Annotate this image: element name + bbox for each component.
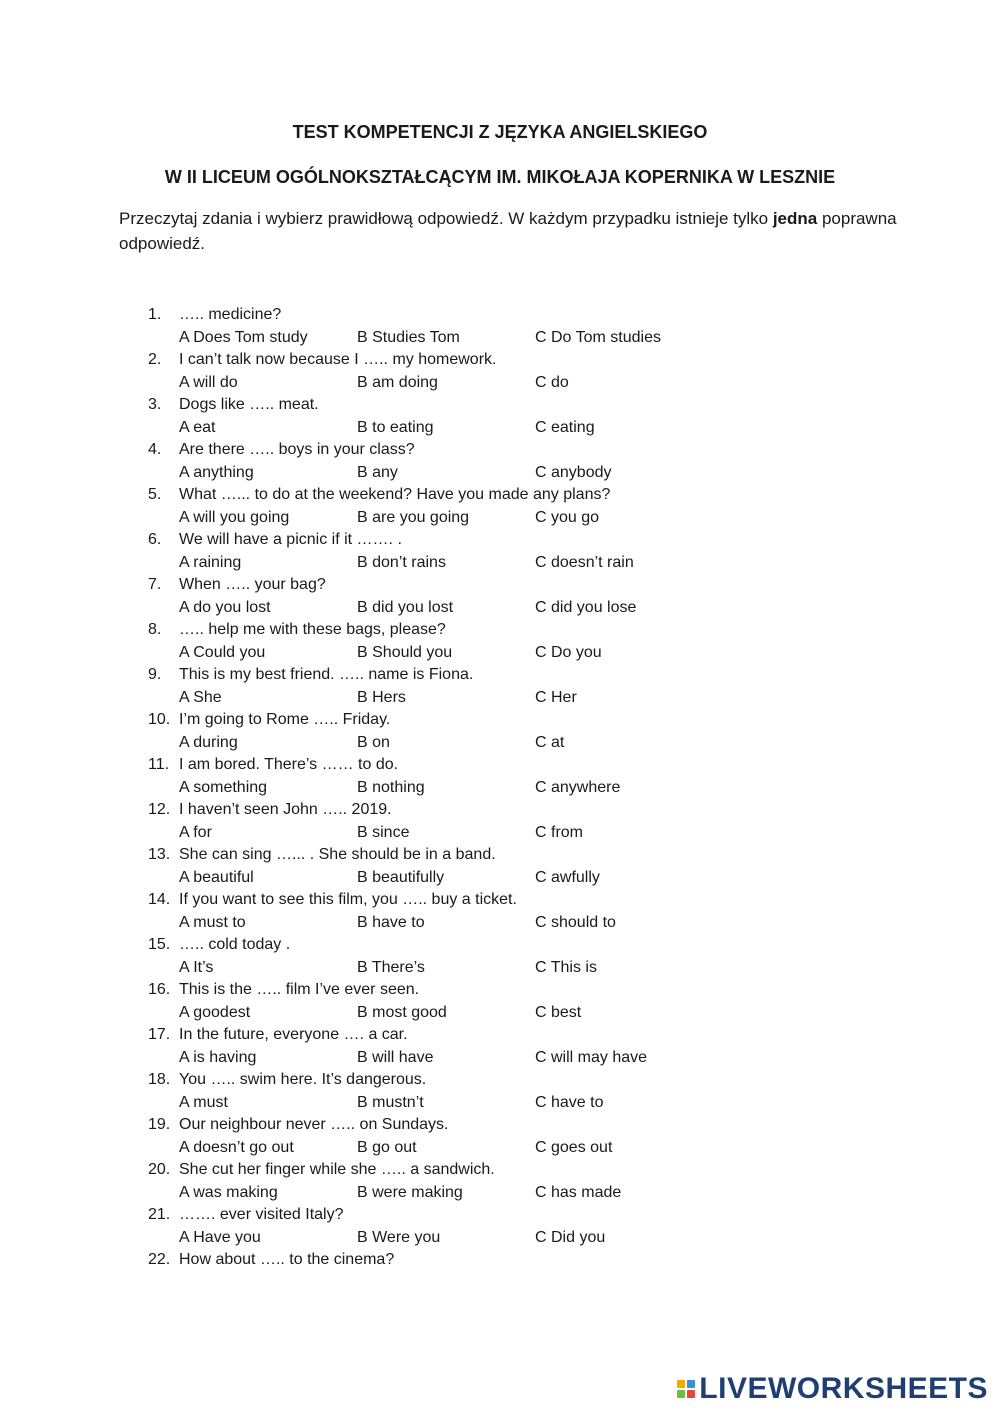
answer-option-b[interactable]: B are you going: [357, 508, 470, 526]
answer-option-b[interactable]: B There’s: [357, 958, 425, 976]
question-line: [148, 349, 748, 372]
answer-option-b[interactable]: B am doing: [357, 373, 438, 391]
answer-option-b[interactable]: B will have: [357, 1048, 434, 1066]
answer-option-c[interactable]: C doesn’t rain: [535, 553, 634, 571]
answer-option-a[interactable]: A something: [179, 778, 268, 796]
liveworksheets-logo-icon: [677, 1380, 695, 1398]
question-line: [148, 439, 748, 462]
question-item: [148, 754, 748, 799]
question-item: [148, 574, 748, 619]
question-item: [148, 439, 748, 484]
answer-options: [148, 1227, 748, 1250]
answer-option-a[interactable]: A anything: [179, 463, 254, 481]
question-line: [148, 1069, 748, 1092]
question-number: 9.: [148, 666, 162, 683]
question-number: 18.: [148, 1071, 171, 1088]
page-title: TEST KOMPETENCJI Z JĘZYKA ANGIELSKIEGO: [292, 122, 708, 142]
answer-option-c[interactable]: C goes out: [535, 1138, 613, 1156]
answer-options: [148, 597, 748, 620]
logo-square: [687, 1380, 695, 1388]
instructions-text: Przeczytaj zdania i wybierz prawidłową odpowiedź. W każdym przypadku istnieje tylko: [119, 209, 773, 228]
question-number: 20.: [148, 1161, 171, 1178]
question-item: [148, 709, 748, 754]
answer-option-c[interactable]: C eating: [535, 418, 595, 436]
logo-square: [687, 1390, 695, 1398]
question-number: 19.: [148, 1116, 171, 1133]
answer-option-a[interactable]: A Does Tom study: [179, 328, 308, 346]
answer-options: [148, 957, 748, 980]
question-text: ….. cold today .: [179, 936, 291, 953]
question-text: When ….. your bag?: [179, 576, 326, 593]
question-item: [148, 844, 748, 889]
answer-option-c[interactable]: C at: [535, 733, 565, 751]
answer-options: [148, 687, 748, 710]
answer-option-b[interactable]: B Studies Tom: [357, 328, 460, 346]
question-item: [148, 394, 748, 439]
answer-option-c[interactable]: C should to: [535, 913, 616, 931]
question-item: [148, 1069, 748, 1114]
question-number: 5.: [148, 486, 162, 503]
answer-options: [148, 777, 748, 800]
question-number: 11.: [148, 756, 170, 773]
answer-options: [148, 732, 748, 755]
question-text: This is the ….. film I’ve ever seen.: [179, 981, 420, 998]
question-item: [148, 1249, 748, 1272]
question-line: [148, 1159, 748, 1182]
question-number: 12.: [148, 801, 171, 818]
instructions: [119, 206, 899, 256]
question-text: You ….. swim here. It’s dangerous.: [179, 1071, 427, 1088]
answer-option-b[interactable]: B any: [357, 463, 398, 481]
answer-option-a[interactable]: A eat: [179, 418, 216, 436]
answer-option-a[interactable]: A during: [179, 733, 238, 751]
answer-option-c[interactable]: C has made: [535, 1183, 622, 1201]
question-number: 17.: [148, 1026, 171, 1043]
question-number: 13.: [148, 846, 171, 863]
question-text: ……. ever visited Italy?: [179, 1206, 344, 1223]
question-item: [148, 664, 748, 709]
question-line: [148, 574, 748, 597]
answer-option-b[interactable]: B nothing: [357, 778, 425, 796]
question-number: 7.: [148, 576, 162, 593]
answer-options: [148, 912, 748, 935]
answer-option-a[interactable]: A do you lost: [179, 598, 271, 616]
answer-option-c[interactable]: C Do Tom studies: [535, 328, 661, 346]
question-number: 8.: [148, 621, 162, 638]
question-text: In the future, everyone …. a car.: [179, 1026, 408, 1043]
answer-option-b[interactable]: B were making: [357, 1183, 463, 1201]
question-text: This is my best friend. ….. name is Fiona.: [179, 666, 474, 683]
answer-option-c[interactable]: C from: [535, 823, 583, 841]
answer-option-a[interactable]: A She: [179, 688, 222, 706]
answer-options: [148, 372, 748, 395]
question-line: [148, 1204, 748, 1227]
question-text: We will have a picnic if it ……. .: [179, 531, 402, 548]
answer-option-b[interactable]: B did you lost: [357, 598, 454, 616]
question-number: 1.: [148, 306, 162, 323]
answer-option-b[interactable]: B beautifully: [357, 868, 445, 886]
answer-option-c[interactable]: C best: [535, 1003, 582, 1021]
question-text: If you want to see this film, you ….. buy a ticket.: [179, 891, 517, 908]
question-text: She can sing …... . She should be in a band.: [179, 846, 496, 863]
answer-options: [148, 1092, 748, 1115]
answer-option-a[interactable]: A must: [179, 1093, 228, 1111]
question-item: [148, 799, 748, 844]
question-line: [148, 1249, 748, 1272]
answer-option-a[interactable]: A doesn’t go out: [179, 1138, 294, 1156]
page-subtitle: W II LICEUM OGÓLNOKSZTAŁCĄCYM IM. MIKOŁAJA KOPERNIKA W LESZNIE: [164, 167, 836, 187]
answer-option-b[interactable]: B most good: [357, 1003, 447, 1021]
answer-option-b[interactable]: B Should you: [357, 643, 453, 661]
logo-square: [677, 1390, 685, 1398]
question-item: [148, 889, 748, 934]
question-line: [148, 1114, 748, 1137]
question-text: I am bored. There’s …… to do.: [179, 756, 399, 773]
answer-options: [148, 1137, 748, 1160]
answer-option-c[interactable]: C anywhere: [535, 778, 621, 796]
answer-option-c[interactable]: C awfully: [535, 868, 600, 886]
question-text: I’m going to Rome ….. Friday.: [179, 711, 391, 728]
answer-option-c[interactable]: C have to: [535, 1093, 604, 1111]
answer-option-a[interactable]: A will you going: [179, 508, 290, 526]
answer-option-a[interactable]: A raining: [179, 553, 242, 571]
answer-options: [148, 552, 748, 575]
question-text: Our neighbour never ….. on Sundays.: [179, 1116, 449, 1133]
question-item: [148, 304, 748, 349]
answer-option-a[interactable]: A is having: [179, 1048, 257, 1066]
question-number: 3.: [148, 396, 162, 413]
answer-option-b[interactable]: B Hers: [357, 688, 406, 706]
answer-option-c[interactable]: C did you lose: [535, 598, 637, 616]
question-line: [148, 799, 748, 822]
question-number: 4.: [148, 441, 162, 458]
answer-option-b[interactable]: B to eating: [357, 418, 434, 436]
question-line: [148, 934, 748, 957]
question-text: I haven’t seen John ….. 2019.: [179, 801, 392, 818]
answer-options: [148, 1182, 748, 1205]
question-text: What …... to do at the weekend? Have you made any plans?: [179, 486, 611, 503]
answer-option-b[interactable]: B have to: [357, 913, 425, 931]
logo-square: [677, 1380, 685, 1388]
question-item: [148, 1204, 748, 1249]
question-item: [148, 1114, 748, 1159]
question-text: ….. medicine?: [179, 306, 282, 323]
answer-option-c[interactable]: C you go: [535, 508, 600, 526]
question-number: 22.: [148, 1251, 171, 1268]
question-list: [148, 304, 748, 1272]
question-text: She cut her finger while she ….. a sandwich.: [179, 1161, 495, 1178]
answer-option-c[interactable]: C Her: [535, 688, 577, 706]
answer-option-c[interactable]: C Do you: [535, 643, 602, 661]
question-item: [148, 934, 748, 979]
answer-options: [148, 1047, 748, 1070]
question-item: [148, 1159, 748, 1204]
answer-option-a[interactable]: A was making: [179, 1183, 278, 1201]
answer-option-a[interactable]: A must to: [179, 913, 246, 931]
question-text: I can’t talk now because I ….. my homework.: [179, 351, 497, 368]
question-number: 2.: [148, 351, 162, 368]
answer-option-b[interactable]: B on: [357, 733, 390, 751]
question-line: [148, 619, 748, 642]
answer-option-b[interactable]: B Were you: [357, 1228, 441, 1246]
question-number: 14.: [148, 891, 171, 908]
question-line: [148, 664, 748, 687]
answer-options: [148, 462, 748, 485]
answer-option-c[interactable]: C do: [535, 373, 569, 391]
question-text: How about ….. to the cinema?: [179, 1251, 395, 1268]
answer-options: [148, 867, 748, 890]
question-item: [148, 979, 748, 1024]
answer-option-c[interactable]: C This is: [535, 958, 597, 976]
question-line: [148, 844, 748, 867]
question-text: Dogs like ….. meat.: [179, 396, 319, 413]
answer-options: [148, 327, 748, 350]
answer-options: [148, 822, 748, 845]
question-line: [148, 529, 748, 552]
question-item: [148, 1024, 748, 1069]
question-item: [148, 349, 748, 394]
answer-option-b[interactable]: B don’t rains: [357, 553, 446, 571]
question-item: [148, 619, 748, 664]
answer-option-a[interactable]: A beautiful: [179, 868, 254, 886]
question-line: [148, 979, 748, 1002]
logo-text: LIVEWORKSHEETS: [699, 1372, 988, 1405]
question-line: [148, 1024, 748, 1047]
question-item: [148, 529, 748, 574]
liveworksheets-logo: [677, 1373, 988, 1405]
answer-option-a[interactable]: A will do: [179, 373, 238, 391]
answer-options: [148, 642, 748, 665]
question-number: 15.: [148, 936, 171, 953]
question-line: [148, 889, 748, 912]
answer-option-a[interactable]: A Have you: [179, 1228, 261, 1246]
question-line: [148, 304, 748, 327]
question-number: 6.: [148, 531, 162, 548]
answer-option-c[interactable]: C Did you: [535, 1228, 606, 1246]
answer-option-a[interactable]: A It’s: [179, 958, 214, 976]
answer-option-b[interactable]: B mustn’t: [357, 1093, 424, 1111]
instructions-text-end: poprawna odpowiedź.: [119, 209, 897, 253]
question-line: [148, 394, 748, 417]
question-line: [148, 484, 748, 507]
answer-option-a[interactable]: A Could you: [179, 643, 266, 661]
question-text: Are there ….. boys in your class?: [179, 441, 415, 458]
answer-option-b[interactable]: B since: [357, 823, 410, 841]
question-line: [148, 754, 748, 777]
question-number: 10.: [148, 711, 171, 728]
question-number: 16.: [148, 981, 171, 998]
instructions-emphasis: jedna: [772, 209, 818, 228]
question-line: [148, 709, 748, 732]
question-text: ….. help me with these bags, please?: [179, 621, 446, 638]
question-item: [148, 484, 748, 529]
answer-options: [148, 417, 748, 440]
answer-option-a[interactable]: A for: [179, 823, 212, 841]
answer-option-c[interactable]: C will may have: [535, 1048, 648, 1066]
question-number: 21.: [148, 1206, 171, 1223]
answer-option-b[interactable]: B go out: [357, 1138, 417, 1156]
answer-option-a[interactable]: A goodest: [179, 1003, 251, 1021]
answer-option-c[interactable]: C anybody: [535, 463, 612, 481]
answer-options: [148, 1002, 748, 1025]
answer-options: [148, 507, 748, 530]
